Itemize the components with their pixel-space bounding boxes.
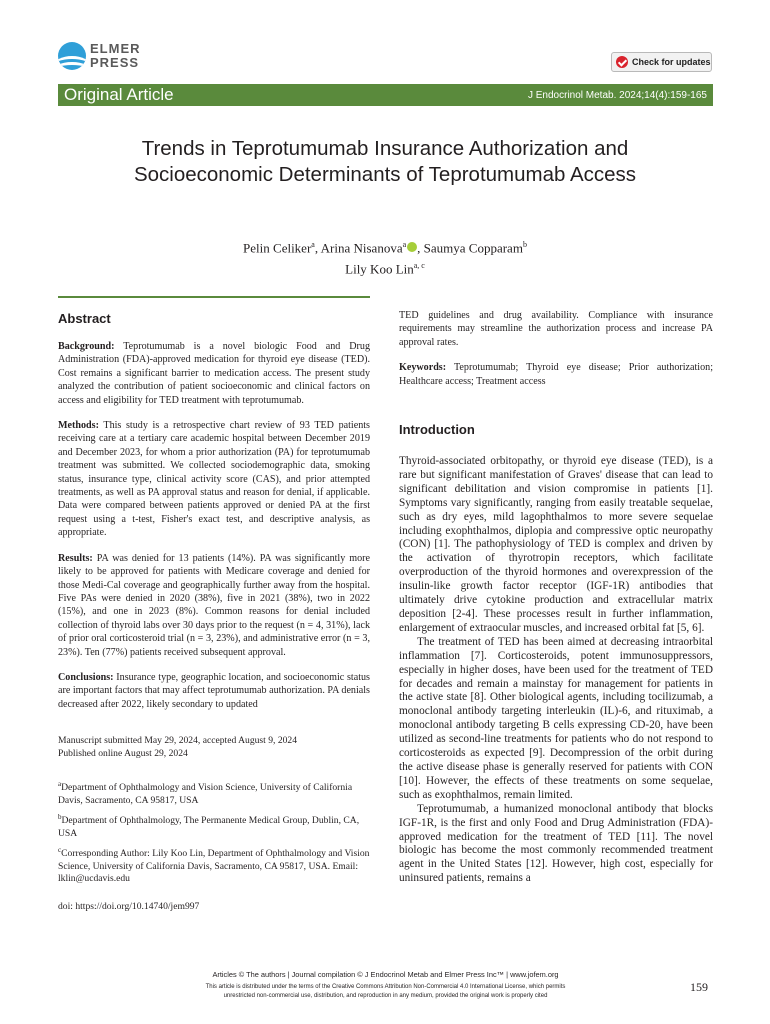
abstract-conclusions-continued: TED guidelines and drug availability. Compliance with insurance requirements may streamline the authorization process and increase PA approval rates. [399,310,713,348]
abstract-results: Results: PA was denied for 13 patients (14%). PA was significantly more likely to be approved for patients with Medicare coverage and denied for those Medi-Cal coverage and geographically further away from the hospital. Five PAs were denied in 2020 (38%), five in 2021 (38%), two in 2022 (15%), and one in 2023 (8%). Common reasons for denial included collection of thyroid labs over 30 days prior to the request (n = 4, 31%), lack of prior oral corticosteroid trial (n = 3, 23%), and administrative error (n = 3, 23%). Ten (77%) patients received subsequent approval. [58,552,371,658]
intro-paragraph-1: Thyroid-associated orbitopathy, or thyroid eye disease (TED), is a rare but significant manifestation of Graves' disease that can lead to significant debilitation and vision compromise in patients [1]. Symptoms vary significantly, ranging from easily treatable sequelae, such as dry eyes, mild lagophthalmos to more severe sequelae including exophthalmos, diplopia and compressive optic neuropathy (CON) [1]. The pathophysiology of TED is complex and driven by the activation of thyrotropin receptors, which facilitate overproduction of the thyroid hormones and overexpression of the insulin-like growth factor receptor (IGF-1R) antibodies that ultimately drive cytokine production and extracellular matrix deposition [2-4]. These processes result in further inflammation, enlargement of extraocular muscles, and increased orbital fat [5, 6]. [399,455,713,634]
page-number: 159 [690,980,708,994]
keywords: Keywords: Teprotumumab; Thyroid eye disease; Prior authorization; Healthcare access; Treatment access [399,362,713,387]
abstract-conclusions: Conclusions: Insurance type, geographic location, and socioeconomic status are important factors that may affect teprotumumab authorization. PA denials decreased after 2022, likely secondary to updated [58,671,370,710]
affiliation-b: $^b$Department of Ophthalmology, The Permanente Medical Group, Dublin, CA, USA [58,812,360,839]
abstract-heading: Abstract [58,311,111,326]
intro-paragraph-3: Teprotumumab, a humanized monoclonal antibody that blocks IGF-1R, is the first and only Food and Drug Administration (FDA)-approved medication for the treatment of TED [11]. The novel biologic has become the most commonly recommended treatment agent in the United States [12]. However, high cost, especially for uninsured patients, remains a [399,802,713,885]
footer-license: This article is distributed under the terms of the Creative Commons Attribution Non-Commercial 4.0 International License, which permits unrestricted non-commercial use, distribution, and reproduction in any medium, provided the original work is properly cited [205,984,566,999]
manuscript-published: Published online August 29, 2024 [58,747,188,759]
publisher-name: ELMER PRESS [90,41,141,70]
right-column [399,309,713,886]
doi-link[interactable]: doi: https://doi.org/10.14740/jem997 [58,901,200,913]
manuscript-submitted: Manuscript submitted May 29, 2024, accepted August 9, 2024 [58,735,298,747]
corresponding-author: $^c$Corresponding Author: Lily Koo Lin, Department of Ophthalmology and Vision Science, University of California Davis, Sacramento, CA 95817, USA. Email: lklin@ucdavis.edu [58,845,370,884]
article-banner [58,84,713,106]
journal-citation: J Endocrinol Metab. 2024;14(4):159-165 [527,89,707,101]
abstract-methods: Methods: This study is a retrospective chart review of 93 TED patients receiving care at a tertiary care academic hospital between December 2019 and December 2023, for whom a prior authorization (PA) for teprotumumab treatment was submitted. We collected sociodemographic data, smoking status, insurance type, clinical activity score (CAS), and prior attempted treatments, as well as PA approval status and reason for denial, if applicable. Data were compared between patients approved or denied PA at the first request using a t-test, Fisher's exact test, and descriptive analysis, as appropriate. [58,420,370,539]
article-title: Trends in Teprotumumab Insurance Authorization and Socioeconomic Determinants of Teprotumumab Access [133,137,637,186]
wave-logo-icon [58,42,86,70]
affiliation-a: $^a$Department of Ophthalmology and Vision Science, University of California Davis, Sacramento, CA 95817, USA [58,779,353,806]
publisher-logo [58,42,141,70]
checkmark-icon [616,56,628,68]
author-list: Pelin Celiker$^a$, Arina Nisanova$^a$ , Saumya Copparam$^b$ Lily Koo Lin$^{a, c}$ [243,240,527,277]
check-for-updates-button[interactable]: Check for updates [611,52,712,72]
abstract-divider [58,296,370,298]
left-column [58,309,370,914]
article-type: Original Article [64,85,174,104]
intro-paragraph-2: The treatment of TED has been aimed at decreasing intraorbital inflammation [7]. Corticosteroids, potent immunosuppressors, especially in higher doses, have been used for the treatment of TED for decades and remain a mainstay for management for patients in the active state [8]. Other biological agents, including tocilizumab, a monoclonal antibody targeting interleukin (IL)-6, and rituximab, a monoclonal antibody targeting B cells expressing CD-20, have been utilized as second-line treatments for patients who do not respond to corticosteroids as expected [9]. Decompression of the orbit during the active disease phase is generally reserved for patients with CON [10]. However, the effects of these treatments on some sequelae, such as exophthalmos, remain limited. [399,635,713,801]
footer-copyright: Articles © The authors | Journal compilation © J Endocrinol Metab and Elmer Press Inc™ | www.jofem.org [212,970,559,979]
orcid-icon[interactable] [407,242,417,252]
introduction-heading: Introduction [399,422,475,438]
page-footer [58,970,713,1001]
abstract-background: Background: Teprotumumab is a novel biologic Food and Drug Administration (FDA)-approved medication for thyroid eye disease (TED). Cost remains a significant barrier to medication access. The present study analyzed the contribution of patient socioeconomic and clinical factors on access and eligibility for TED treatment with teprotumumab. [58,341,370,406]
